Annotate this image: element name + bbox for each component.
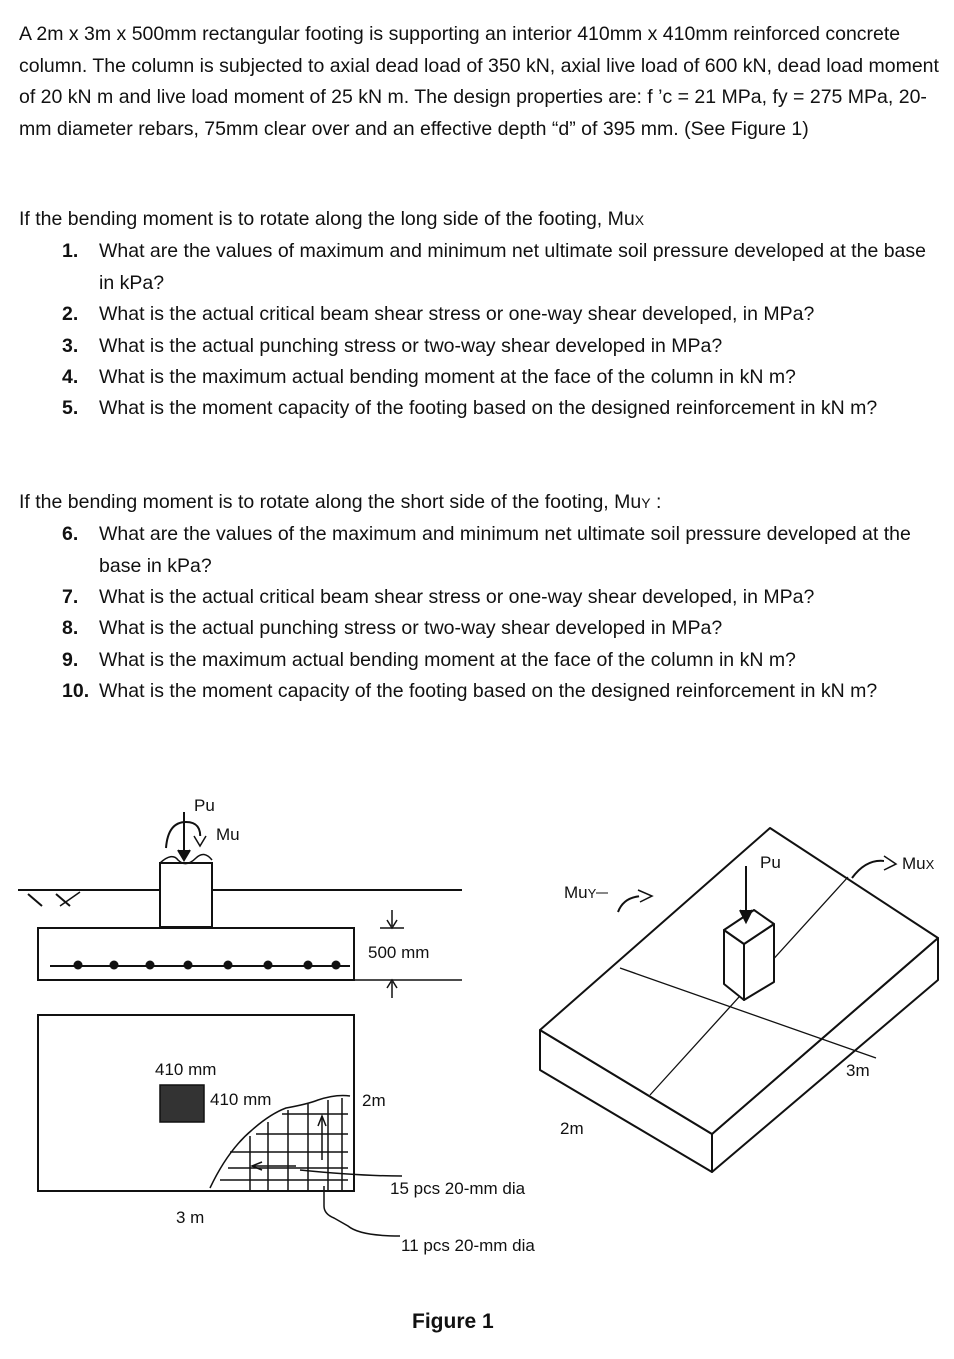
isometric-footing bbox=[540, 828, 938, 1172]
col-dim-label-2: 410 mm bbox=[210, 1090, 272, 1109]
question-item: 3. What is the actual punching stress or two-way shear developed in MPa? bbox=[62, 335, 723, 357]
question-item: 10. What is the moment capacity of the footing based on the designed reinforcement in kN m? bbox=[62, 680, 878, 702]
bars-label-11: 11 pcs 20-mm dia bbox=[401, 1236, 535, 1255]
question-item: 6. What are the values of the maximum and minimum net ultimate soil pressure developed at the base in kPa? bbox=[62, 523, 911, 577]
depth-label: 500 mm bbox=[368, 943, 430, 962]
footing-elevation bbox=[38, 928, 354, 980]
plan-length-label: 3 m bbox=[176, 1208, 205, 1227]
iso-width-label: 2m bbox=[560, 1119, 584, 1138]
question-item: 4. What is the maximum actual bending moment at the face of the column in kN m? bbox=[62, 366, 796, 388]
plan-width-label: 2m bbox=[362, 1091, 386, 1110]
col-dim-label-1: 410 mm bbox=[155, 1060, 217, 1079]
section-x-lead: If the bending moment is to rotate along the long side of the footing, MuX bbox=[19, 208, 645, 230]
load-arrows bbox=[166, 812, 206, 860]
iso-pu-label: Pu bbox=[760, 853, 781, 872]
question-item: 8. What is the actual punching stress or two-way shear developed in MPa? bbox=[62, 617, 723, 639]
question-item: 7. What is the actual critical beam shear stress or one-way shear developed, in MPa? bbox=[62, 586, 815, 608]
bars-label-15: 15 pcs 20-mm dia bbox=[390, 1179, 526, 1198]
iso-length-label: 3m bbox=[846, 1061, 870, 1080]
column-square bbox=[160, 1085, 204, 1122]
question-item: 5. What is the moment capacity of the footing based on the designed reinforcement in kN m? bbox=[62, 397, 878, 419]
column-stub bbox=[160, 863, 212, 927]
figure-caption: Figure 1 bbox=[412, 1310, 494, 1333]
figure-1-diagram bbox=[0, 780, 954, 1310]
section-y-lead: If the bending moment is to rotate along the short side of the footing, MuY : bbox=[19, 491, 662, 513]
mu-label: Mu bbox=[216, 825, 240, 844]
iso-mux-label: MuX bbox=[902, 854, 935, 873]
pu-label: Pu bbox=[194, 796, 215, 815]
question-item: 1. What are the values of maximum and minimum net ultimate soil pressure developed at the base in kPa? bbox=[62, 240, 926, 294]
problem-statement: A 2m x 3m x 500mm rectangular footing is supporting an interior 410mm x 410mm reinforced concrete column. The column is subjected to axial dead load of 350 kN, axial live load of 600 kN, dead load moment of 20 kN m and live load moment of 25 kN m. The design properties are: f ’c = 21 MPa, fy = 275 MPa, 20-mm diameter rebars, 75mm clear over and an effective depth “d” of 395 mm. (See Figure 1) bbox=[19, 23, 939, 140]
question-item: 2. What is the actual critical beam shear stress or one-way shear developed, in MPa? bbox=[62, 303, 815, 325]
question-item: 9. What is the maximum actual bending moment at the face of the column in kN m? bbox=[62, 649, 796, 671]
iso-muy-label: MuY bbox=[564, 883, 597, 902]
